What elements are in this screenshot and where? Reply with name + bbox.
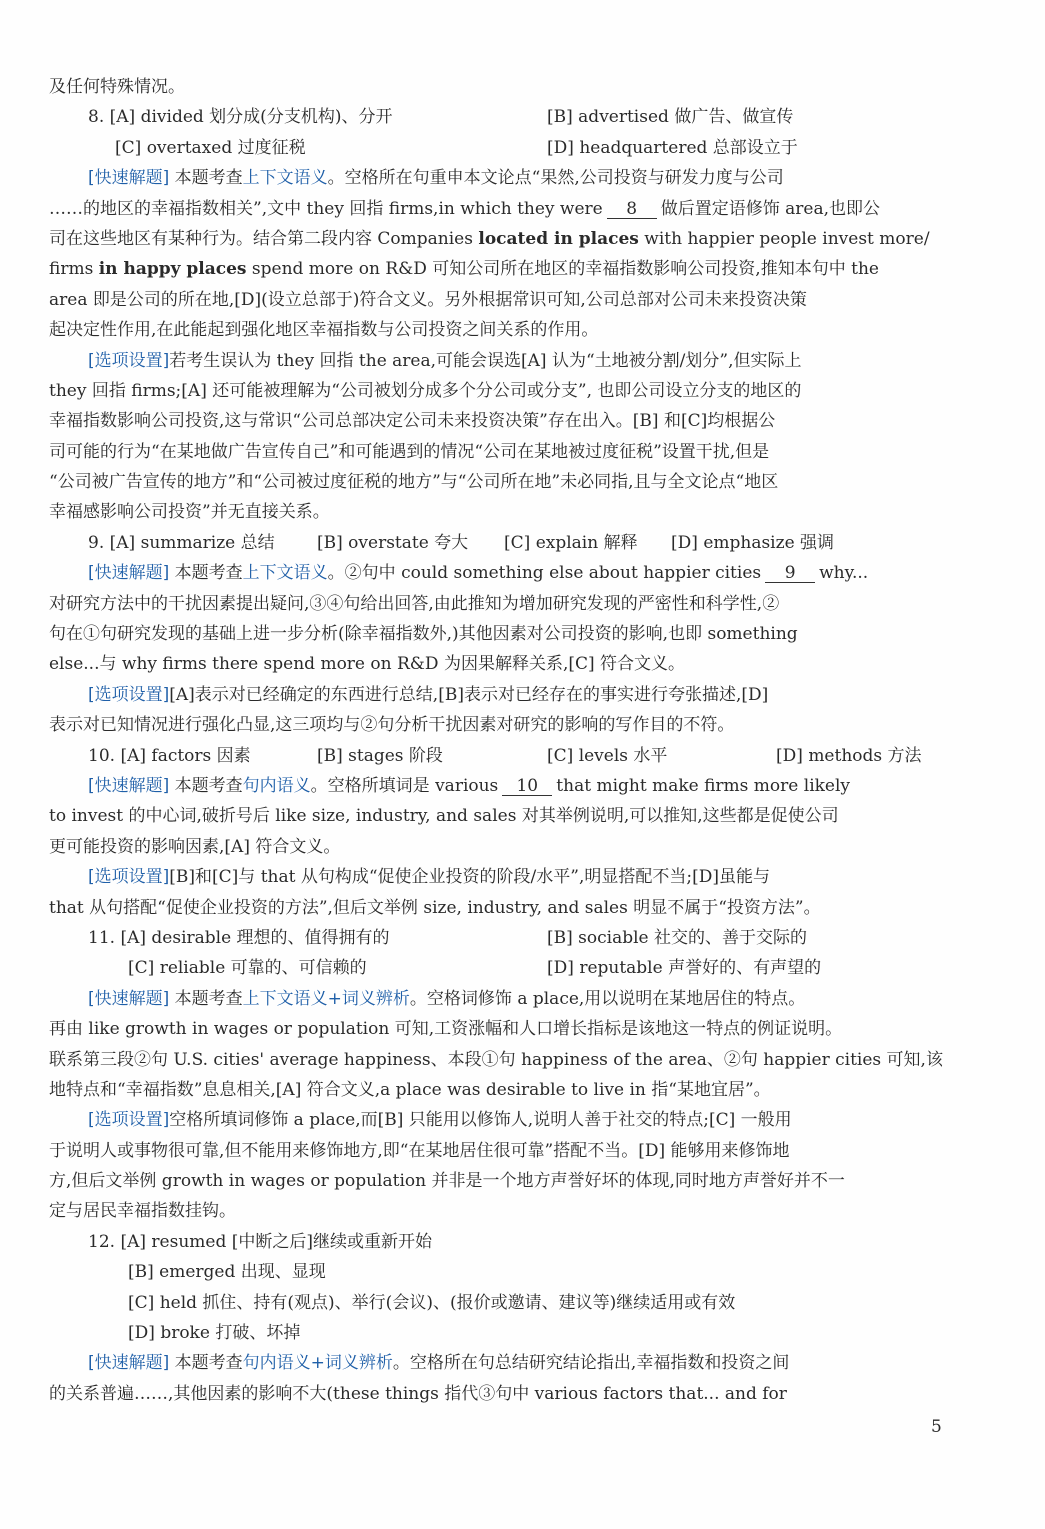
option-analysis-q8: [选项设置]若考生误认为 they 回指 the area,可能会误选[A] 认为“土地被分割/划分”,但实际上 bbox=[88, 350, 802, 371]
option-analysis-q10: [选项设置][B]和[C]与 that 从句构成“促使企业投资的阶段/水平”,明显搭配不当;[D]虽能与 bbox=[88, 867, 770, 888]
quick-solution-q12: [快速解题] 本题考查句内语义+词义辨析。空格所在句总结研究结论指出,幸福指数和投资之间 bbox=[88, 1353, 790, 1374]
question-8-option-b: [B] advertised 做广告、做宣传 bbox=[547, 107, 794, 128]
question-12-option-d: [D] broke 打破、坏掉 bbox=[128, 1323, 301, 1344]
paragraph-line: 及任何特殊情况。 bbox=[49, 77, 185, 97]
question-12-option-a: 12. [A] resumed [中断之后]继续或重新开始 bbox=[88, 1231, 432, 1252]
question-8-options-row2 bbox=[49, 133, 961, 163]
quick-solution-q8: [快速解题] 本题考查上下文语义。空格所在句重申本文论点“果然,公司投资与研发力度与公司 bbox=[88, 168, 784, 189]
question-8-option-d: [D] headquartered 总部设立于 bbox=[547, 137, 798, 158]
option-analysis-q9: [选项设置][A]表示对已经确定的东西进行总结,[B]表示对已经存在的事实进行夸张描述,[D] bbox=[88, 684, 769, 705]
quick-solution-q10: [快速解题] 本题考查句内语义。空格所填词是 various 10 that might make firms more likely bbox=[88, 775, 851, 796]
question-11-options-row1: 11. [A] desirable 理想的、值得拥有的 [B] sociable 社交的、善于交际的 bbox=[88, 927, 808, 948]
blank-9: 9 bbox=[765, 564, 815, 583]
page-number: 5 bbox=[931, 1417, 942, 1437]
topic-keyword: 上下文语义 bbox=[242, 168, 328, 189]
question-8-option-c: [C] overtaxed 过度征税 bbox=[115, 137, 306, 158]
question-8-options-row1 bbox=[49, 102, 961, 132]
question-9-options: 9. [A] summarize 总结 [B] overstate 夸大 [C] explain 解释 [D] emphasize 强调 bbox=[88, 532, 835, 553]
question-10-options: 10. [A] factors 因素 [B] stages 阶段 [C] levels 水平 [D] methods 方法 bbox=[88, 745, 922, 766]
option-analysis-tag: [选项设置] bbox=[88, 350, 170, 371]
blank-8: 8 bbox=[607, 200, 657, 219]
question-8-option-a: 8. [A] divided 划分成(分支机构)、分开 bbox=[88, 107, 393, 128]
blank-10: 10 bbox=[502, 777, 552, 796]
quick-solution-q9: [快速解题] 本题考查上下文语义。②句中 could something else about happier cities 9 why... bbox=[88, 563, 869, 584]
question-11-options-row2: [C] reliable 可靠的、可信赖的 [D] reputable 声誉好的、有声望的 bbox=[128, 958, 822, 979]
document-page: 及任何特殊情况。 8. [A] divided 划分成(分支机构)、分开 [B] advertised 做广告、做宣传 [C] overtaxed 过度征税 [D] headquartered 总部设立于 [快速解题] 本题考查上下文语义。空格所在句重申本文论点“果然,公司投资与研发力度与公司 ……的地区的幸福指数相关”,文中 they 回指 firms,in which they were 8 做后置定语修饰 area,也即公 司在这些地区有某种行为。结合第二段内容 Companies located in places with happier people invest more/ firms in happy places spend more on R&D 可知公司所在地区的幸福指数影响公司投资,推知本句中 the area 即是公司的所在地,[D](设立总部于)符合文义。另外根据常识可知,公司总部对公司未来投资决策 起决定性作用,在此能起到强化地区幸福指数与公司投资之间关系的作用。 [选项设置]若考生误认为 they 回指 the area,可能会误选[A] 认为“土地被分割/划分”,但实际上 they 回指 firms;[A] 还可能被理解为“公司被划分成多个分公司或分支”, 也即公司设立分支的地区的 幸福指数影响公司投资,这与常识“公司总部决定公司未来投资决策”存在出入。[B] 和[C]均根据公 司可能的行为“在某地做广告宣传自己”和可能遇到的情况“公司在某地被过度征税”设置干扰,但是 “公司被广告宣传的地方”和“公司被过度征税的地方”与“公司所在地”未必同指,且与全文论点“地区 幸福感影响公司投资”并无直接关系。 9. [A] summarize 总结 [B] overstate 夸大 [C] explain 解释 [D] emphasize 强调 [快速解题] 本题考查上下文语义。②句中 could something else about happier cities 9 why... 对研究方法中的干扰因素提出疑问,③④句给出回答,由此推知为增加研究发现的严密性和科学性,② 句在①句研究发现的基础上进一步分析(除幸福指数外,)其他因素对公司投资的影响,也即 something else...与 why firms there spend more on R&D 为因果解释关系,[C] 符合文义。 [选项设置][A]表示对已经确定的东西进行总结,[B]表示对已经存在的事实进行夸张描述,[D] 表示对已知情况进行强化凸显,这三项均与②句分析干扰因素对研究的影响的写作目的不符。 10. [A] factors 因素 [B] stages 阶段 [C] levels 水平 [D] methods 方法 [快速解题] 本题考查句内语义。空格所填词是 various 10 that might make firms more likely to invest 的中心词,破折号后 like size, industry, and sales 对其举例说明,可以推知,这些都是促使公司 更可能投资的影响因素,[A] 符合文义。 [选项设置][B]和[C]与 that 从句构成“促使企业投资的阶段/水平”,明显搭配不当;[D]虽能与 that 从句搭配“促使企业投资的方法”,但后文举例 size, industry, and sales 明显不属于“投资方法”。 11. [A] desirable 理想的、值得拥有的 [B] sociable 社交的、善于交际的 [C] reliable 可靠的、可信赖的 [D] reputable 声誉好的、有声望的 [快速解题] 本题考查上下文语义+词义辨析。空格词修饰 a place,用以说明在某地居住的特点。 再由 like growth in wages or population 可知,工资涨幅和人口增长指标是该地这一特点的例证说明。 联系第三段②句 U.S. cities' average happiness、本段①句 happiness of the area、②句 happier cities 可知,该 地特点和“幸福指数”息息相关,[A] 符合文义,a place was desirable to live in 指“某地宜居”。 [选项设置]空格所填词修饰 a place,而[B] 只能用以修饰人,说明人善于社交的特点;[C] 一般用 于说明人或事物很可靠,但不能用来修饰地方,即“在某地居住很可靠”搭配不当。[D] 能够用来修饰地 方,但后文举例 growth in wages or population 并非是一个地方声誉好坏的体现,同时地方声誉好并不一 定与居民幸福指数挂钩。 12. [A] resumed [中断之后]继续或重新开始 [B] emerged 出现、显现 [C] held 抓住、持有(观点)、举行(会议)、(报价或邀请、建议等)继续适用或有效 [D] broke 打破、坏掉 [快速解题] 本题考查句内语义+词义辨析。空格所在句总结研究结论指出,幸福指数和投资之间 的关系普遍……,其他因素的影响不大(these things 指代③句中 various factors that... and for bbox=[49, 72, 961, 1409]
option-analysis-q11: [选项设置]空格所填词修饰 a place,而[B] 只能用以修饰人,说明人善于社交的特点;[C] 一般用 bbox=[88, 1110, 792, 1131]
quick-solution-tag: [快速解题] bbox=[88, 168, 170, 189]
question-12-option-c: [C] held 抓住、持有(观点)、举行(会议)、(报价或邀请、建议等)继续适用或有效 bbox=[128, 1292, 736, 1313]
question-12-option-b: [B] emerged 出现、显现 bbox=[128, 1262, 326, 1283]
quick-solution-q11: [快速解题] 本题考查上下文语义+词义辨析。空格词修饰 a place,用以说明在某地居住的特点。 bbox=[88, 988, 806, 1009]
